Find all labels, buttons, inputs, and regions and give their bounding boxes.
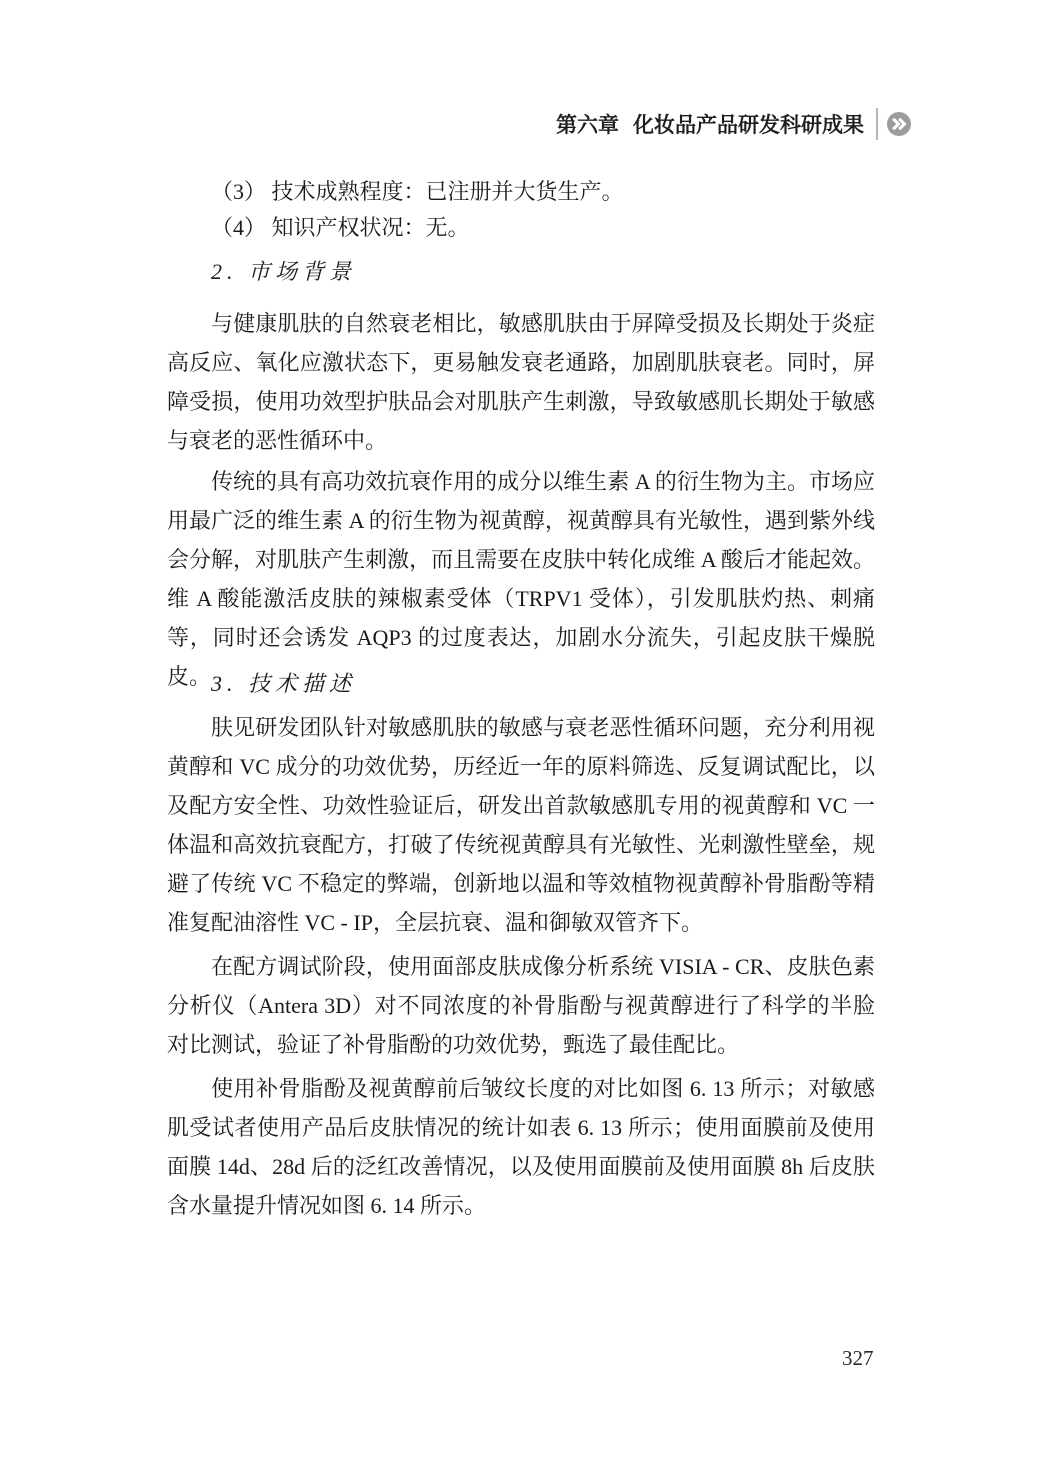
paragraph-tech-3: 使用补骨脂酚及视黄醇前后皱纹长度的对比如图 6. 13 所示；对敏感肌受试者使用产品后皮肤情况的统计如表 6. 13 所示；使用面膜前及使用面膜 14d、28d 后的泛红改善情况，以及使用面膜前及使用面膜 8h 后皮肤含水量提升情况如图 6. 14 所示。 [167, 1076, 875, 1218]
page-number: 327 [842, 1346, 874, 1370]
paragraph-market-2: 传统的具有高功效抗衰作用的成分以维生素 A 的衍生物为主。市场应用最广泛的维生素 A 的衍生物为视黄醇，视黄醇具有光敏性，遇到紫外线会分解，对肌肤产生刺激，而且需要在皮肤中转化成维 A 酸后才能起效。维 A 酸能激活皮肤的辣椒素受体（TRPV1 受体），引发肌肤灼热、刺痛等，同时还会诱发 AQP3 的过度表达，加剧水分流失，引起皮肤干燥脱皮。 [167, 469, 875, 689]
numbered-item-3: （3） 技术成熟程度：已注册并大货生产。 [211, 179, 624, 204]
double-chevron-right-icon [887, 112, 911, 136]
numbered-item-4: （4） 知识产权状况：无。 [211, 215, 470, 240]
section-heading-tech-description: 3. 技术描述 [211, 671, 357, 696]
chapter-title: 化妆品产品研发科研成果 [633, 114, 864, 137]
chapter-label: 第六章 [556, 114, 619, 137]
section-heading-market-background: 2. 市场背景 [211, 259, 357, 284]
paragraph-tech-2: 在配方调试阶段，使用面部皮肤成像分析系统 VISIA - CR、皮肤色素分析仪（Antera 3D）对不同浓度的补骨脂酚与视黄醇进行了科学的半脸对比测试，验证了补骨脂酚的功效优势，甄选了最佳配比。 [167, 954, 875, 1057]
header-divider [876, 108, 878, 140]
paragraph-tech-1: 肤见研发团队针对敏感肌肤的敏感与衰老恶性循环问题，充分利用视黄醇和 VC 成分的功效优势，历经近一年的原料筛选、反复调试配比，以及配方安全性、功效性验证后，研发出首款敏感肌专用的视黄醇和 VC 一体温和高效抗衰配方，打破了传统视黄醇具有光敏性、光刺激性壁垒，规避了传统 VC 不稳定的弊端，创新地以温和等效植物视黄醇补骨脂酚等精准复配油溶性 VC - IP，全层抗衰、温和御敏双管齐下。 [167, 715, 875, 935]
paragraph-market-1: 与健康肌肤的自然衰老相比，敏感肌肤由于屏障受损及长期处于炎症高反应、氧化应激状态下，更易触发衰老通路，加剧肌肤衰老。同时，屏障受损，使用功效型护肤品会对肌肤产生刺激，导致敏感肌长期处于敏感与衰老的恶性循环中。 [167, 311, 875, 453]
running-head [556, 103, 911, 145]
